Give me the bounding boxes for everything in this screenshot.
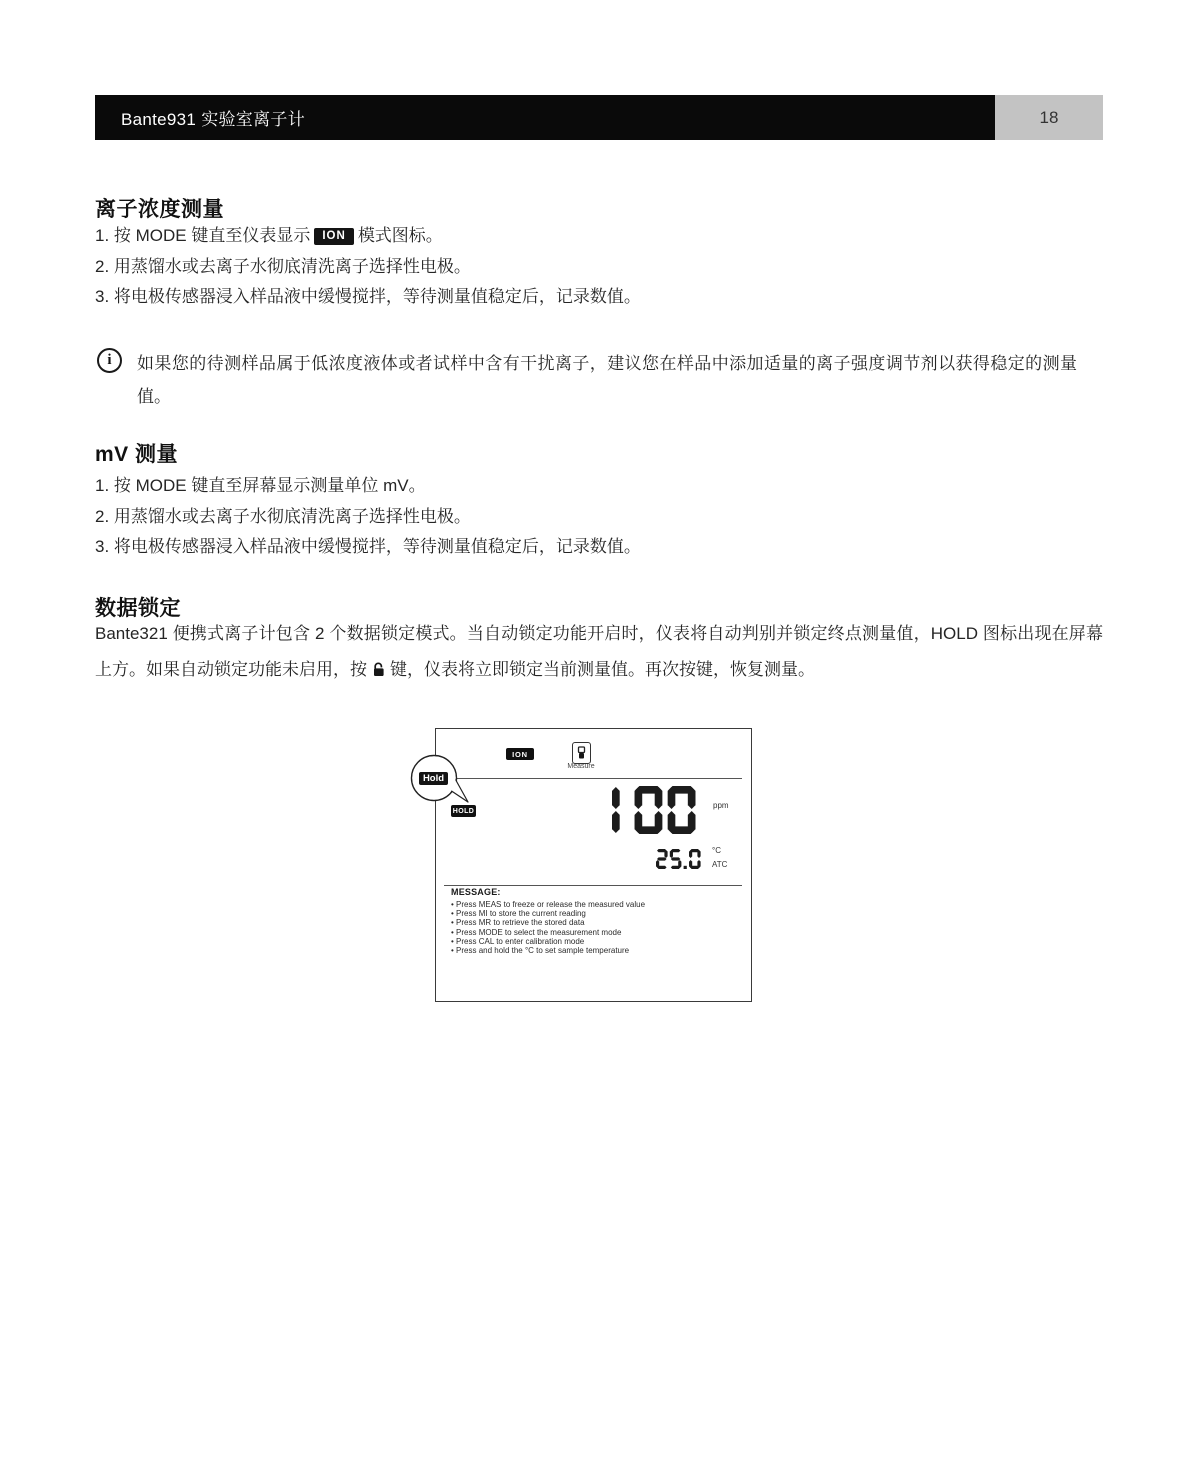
measure-electrode-icon bbox=[572, 742, 591, 764]
lcd-hold-badge: HOLD bbox=[451, 805, 476, 817]
list-item: 2. 用蒸馏水或去离子水彻底清洗离子选择性电极。 bbox=[95, 506, 471, 526]
info-icon: i bbox=[97, 348, 122, 373]
section-title-mv-measurement: mV 测量 bbox=[95, 443, 179, 466]
list-item: 3. 将电极传感器浸入样品液中缓慢搅拌，等待测量值稳定后，记录数值。 bbox=[95, 537, 641, 556]
note-text: 如果您的待测样品属于低浓度液体或者试样中含有干扰离子，建议您在样品中添加适量的离子强度调节剂以获得稳定的测量值。 bbox=[137, 354, 1077, 406]
main-unit-label: ppm bbox=[713, 801, 729, 810]
ion-mode-badge: ION bbox=[314, 228, 353, 245]
section-title-data-hold: 数据锁定 bbox=[95, 597, 181, 620]
header-bar bbox=[95, 95, 995, 140]
list-item: 1. 按 MODE 键直至仪表显示 ION 模式图标。 bbox=[95, 226, 443, 245]
message-block bbox=[451, 887, 741, 955]
header-title: Bante931 实验室离子计 bbox=[121, 110, 306, 129]
message-item: • Press MI to store the current reading bbox=[451, 909, 741, 918]
list-item: 2. 用蒸馏水或去离子水彻底清洗离子选择性电极。 bbox=[95, 256, 471, 276]
lcd-display-figure bbox=[422, 728, 752, 1002]
lcd-bottom-separator bbox=[444, 885, 742, 886]
atc-label: ATC bbox=[712, 860, 728, 869]
data-hold-paragraph: Bante321 便携式离子计包含 2 个数据锁定模式。当自动锁定功能开启时，仪表将自动判别并锁定终点测量值，HOLD 图标出现在屏幕上方。如果自动锁定功能未启用，按 键，仪表将立即锁定当前测量值。再次按键，恢复测量。 bbox=[95, 624, 1103, 679]
info-note bbox=[97, 347, 1077, 413]
message-item: • Press and hold the °C to set sample temperature bbox=[451, 946, 741, 955]
measure-label: Measure bbox=[567, 763, 595, 770]
lcd-ion-mode-badge: ION bbox=[506, 748, 534, 760]
message-item: • Press MR to retrieve the stored data bbox=[451, 918, 741, 927]
temperature-digits bbox=[656, 849, 703, 874]
mv-step-list bbox=[95, 471, 1105, 563]
message-item: • Press MODE to select the measurement mode bbox=[451, 928, 741, 937]
temp-unit-label: °C bbox=[712, 846, 721, 855]
ion-step-list bbox=[95, 221, 1105, 313]
message-item: • Press CAL to enter calibration mode bbox=[451, 937, 741, 946]
page-number: 18 bbox=[995, 95, 1103, 140]
list-item: 3. 将电极传感器浸入样品液中缓慢搅拌，等待测量值稳定后，记录数值。 bbox=[95, 287, 641, 306]
electrode-glyph bbox=[576, 746, 587, 760]
lock-icon bbox=[372, 662, 385, 677]
message-title: MESSAGE: bbox=[451, 887, 501, 897]
message-item: • Press MEAS to freeze or release the measured value bbox=[451, 900, 741, 909]
hold-callout-label: Hold bbox=[419, 772, 448, 785]
lcd-top-separator bbox=[444, 778, 742, 779]
list-item: 1. 按 MODE 键直至屏幕显示测量单位 mV。 bbox=[95, 476, 426, 495]
main-reading-digits bbox=[612, 786, 701, 839]
section-title-ion-measurement: 离子浓度测量 bbox=[95, 198, 224, 221]
